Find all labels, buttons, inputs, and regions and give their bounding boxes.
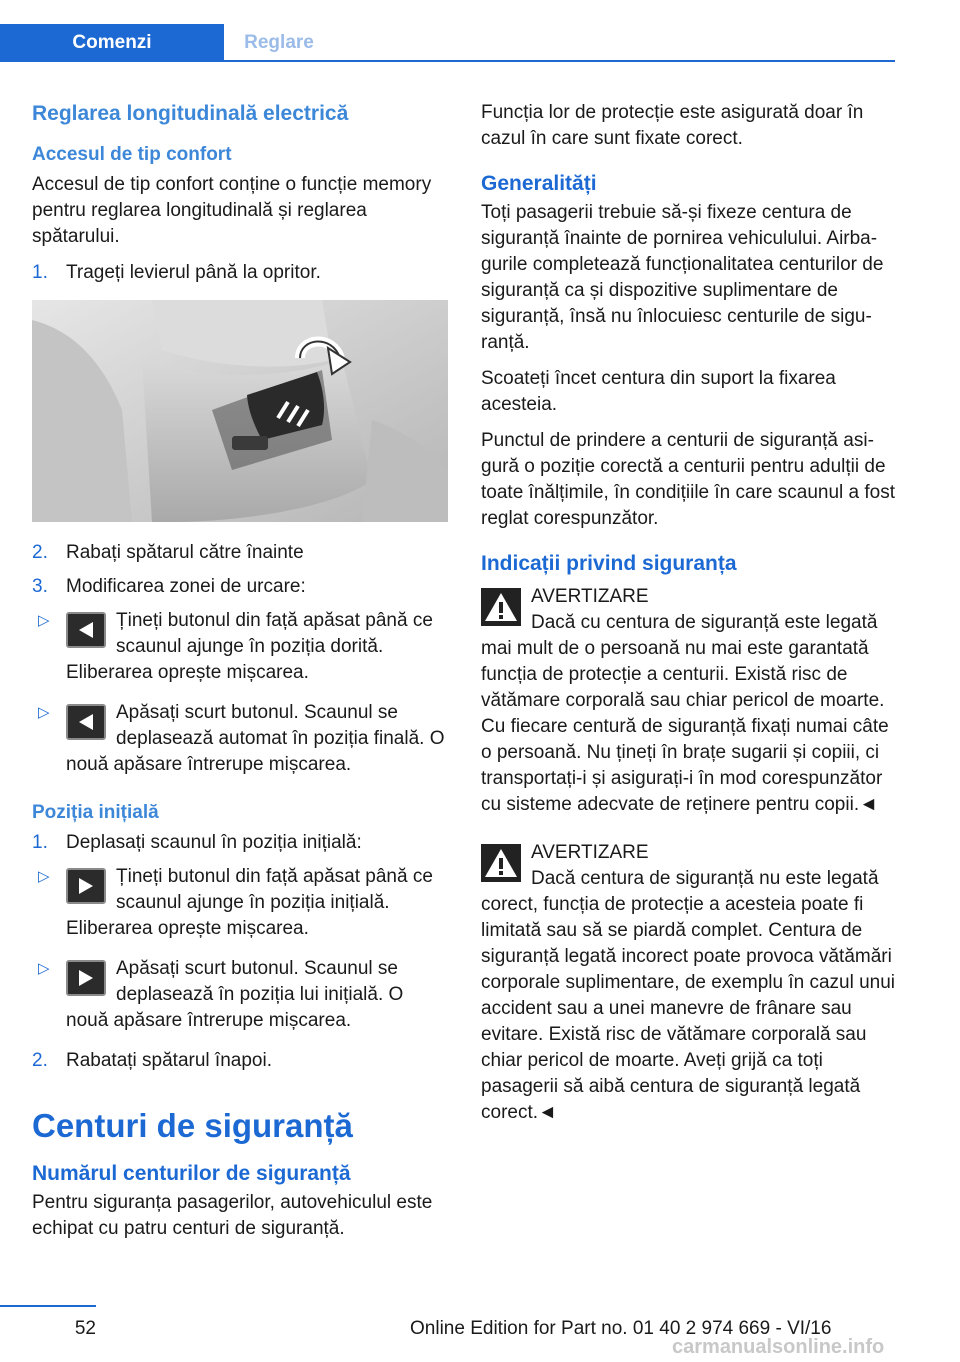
sub-step-marker: ▷	[38, 868, 50, 885]
subsection-comfort-access: Accesul de tip confort	[32, 144, 232, 165]
sub-step-marker: ▷	[38, 704, 50, 721]
arrow-right-button-icon	[66, 868, 106, 904]
sub-step-text: Țineți butonul din față apăsat până ce scaunul ajunge în poziția dorită. Eliberarea oprește mișcarea.	[66, 610, 433, 683]
subsection-general: Generalități	[481, 172, 597, 195]
step-text: Rabați spătarul către înainte	[66, 542, 304, 563]
step-number: 1.	[32, 832, 48, 853]
sub-step-item	[32, 700, 448, 778]
general-paragraph: Punctul de prindere a centurii de siguranță asigură o poziție corectă a centurii pentru adulții de toate înălțimile, în condițiile în care scaunul a fost reglat corespunzător.	[481, 430, 896, 529]
step-text: Rabatați spătarul înapoi.	[66, 1050, 272, 1071]
tab-comenzi[interactable]: Comenzi	[0, 24, 224, 60]
sub-step-marker: ▷	[38, 612, 50, 629]
chapter-title: Centuri de siguranță	[32, 1107, 353, 1144]
sub-step-marker: ▷	[38, 960, 50, 977]
general-paragraph: Scoateți încet centura din suport la fixarea acesteia.	[481, 368, 836, 415]
sub-step-text: Apăsați scurt butonul. Scaunul se deplasează în poziția lui inițială. O nouă apăsare întrerupe mișcarea.	[66, 958, 404, 1031]
arrow-right-button-icon	[66, 960, 106, 996]
sub-step-item	[32, 864, 448, 942]
seat-lever-photo	[32, 300, 448, 522]
warning-label: AVERTIZARE	[531, 842, 649, 863]
step-item	[32, 540, 448, 566]
step-item	[32, 574, 448, 600]
watermark: carmanualsonline.info	[672, 1336, 885, 1358]
sub-step-text: Țineți butonul din față apăsat până ce scaunul ajunge în poziția inițială. Eliberarea oprește mișcarea.	[66, 866, 433, 939]
tab-reglare[interactable]: Reglare	[244, 32, 314, 53]
warning-triangle-icon	[481, 844, 521, 882]
step-item	[32, 1048, 448, 1074]
step-number: 1.	[32, 262, 48, 283]
subsection-belt-count: Numărul centurilor de siguranță	[32, 1162, 351, 1185]
step-item	[32, 830, 448, 856]
step-number: 2.	[32, 542, 48, 563]
arrow-left-button-icon	[66, 612, 106, 648]
step-text: Trageți levierul până la opritor.	[66, 262, 321, 283]
intro-text: Funcția lor de protecție este asigurată doar în cazul în care sunt fixate corect.	[481, 102, 864, 149]
sub-step-text: Apăsați scurt butonul. Scaunul se deplasează automat în poziția finală. O nouă apăsare întrerupe mișcarea.	[66, 702, 445, 775]
comfort-access-text: Accesul de tip confort conține o funcție memory pentru reglarea longitudinală și reglarea spătarului.	[32, 174, 432, 247]
step-item	[32, 260, 448, 286]
sub-step-item	[32, 608, 448, 686]
warning-text: Dacă centura de siguranță nu este legată corect, funcția de protecție a acesteia poate fi limitată sau să se piardă complet. Centura de siguranță legată incorect poate provoca vătămări corporale suplimentare, de exemplu în cazul unui accident sau a unei manevre de frânare sau evitare. Există risc de vătămare corporală sau chiar pericol de moarte. Aveți grijă ca toți pasagerii să aibă centura de siguranță legată corect.◄	[481, 868, 896, 1123]
warning-block	[481, 584, 897, 818]
warning-block	[481, 840, 897, 1126]
step-text: Modificarea zonei de urcare:	[66, 576, 306, 597]
left-column	[32, 100, 448, 1252]
general-paragraph: Toți pasagerii trebuie să-și fixeze centura de siguranță înainte de pornirea vehiculului. Airbagurile completează funcționalitatea centurilor de siguranță ca și dispozitive suplimentare de siguranță, însă nu înlocuiesc centurile de siguranță.	[481, 202, 884, 353]
warning-label: AVERTIZARE	[531, 586, 649, 607]
belt-count-text: Pentru siguranța pasagerilor, autovehiculul este echipat cu patru centuri de siguranță.	[32, 1192, 433, 1239]
warning-text: Dacă cu centura de siguranță este legată mai mult de o persoană nu mai este garantată funcția de protecție a centurii. Există risc de vătămare corporală sau chiar pericol de moarte. Cu fiecare centură de siguranță fixați numai câte o persoană. Nu țineți în brațe sugarii și copiii, ci transportați-i și asigurați-i în mod corespunzător cu sisteme adecvate de reținere pentru copii.◄	[481, 612, 889, 815]
warning-triangle-icon	[481, 588, 521, 626]
footer-rule	[0, 1305, 96, 1307]
step-text: Deplasați scaunul în poziția inițială:	[66, 832, 362, 853]
page-number: 52	[74, 1318, 96, 1339]
edition-text: Online Edition for Part no. 01 40 2 974 669 - VI/16	[410, 1318, 832, 1339]
right-column	[481, 100, 897, 1142]
header-bar	[0, 24, 895, 62]
arrow-left-button-icon	[66, 704, 106, 740]
header-rule	[0, 60, 895, 62]
subsection-safety: Indicații privind siguranța	[481, 552, 737, 575]
step-number: 2.	[32, 1050, 48, 1071]
section-title: Reglarea longitudinală electrică	[32, 102, 349, 125]
step-number: 3.	[32, 576, 48, 597]
sub-step-item	[32, 956, 448, 1034]
subsection-initial-position: Poziția inițială	[32, 802, 159, 823]
